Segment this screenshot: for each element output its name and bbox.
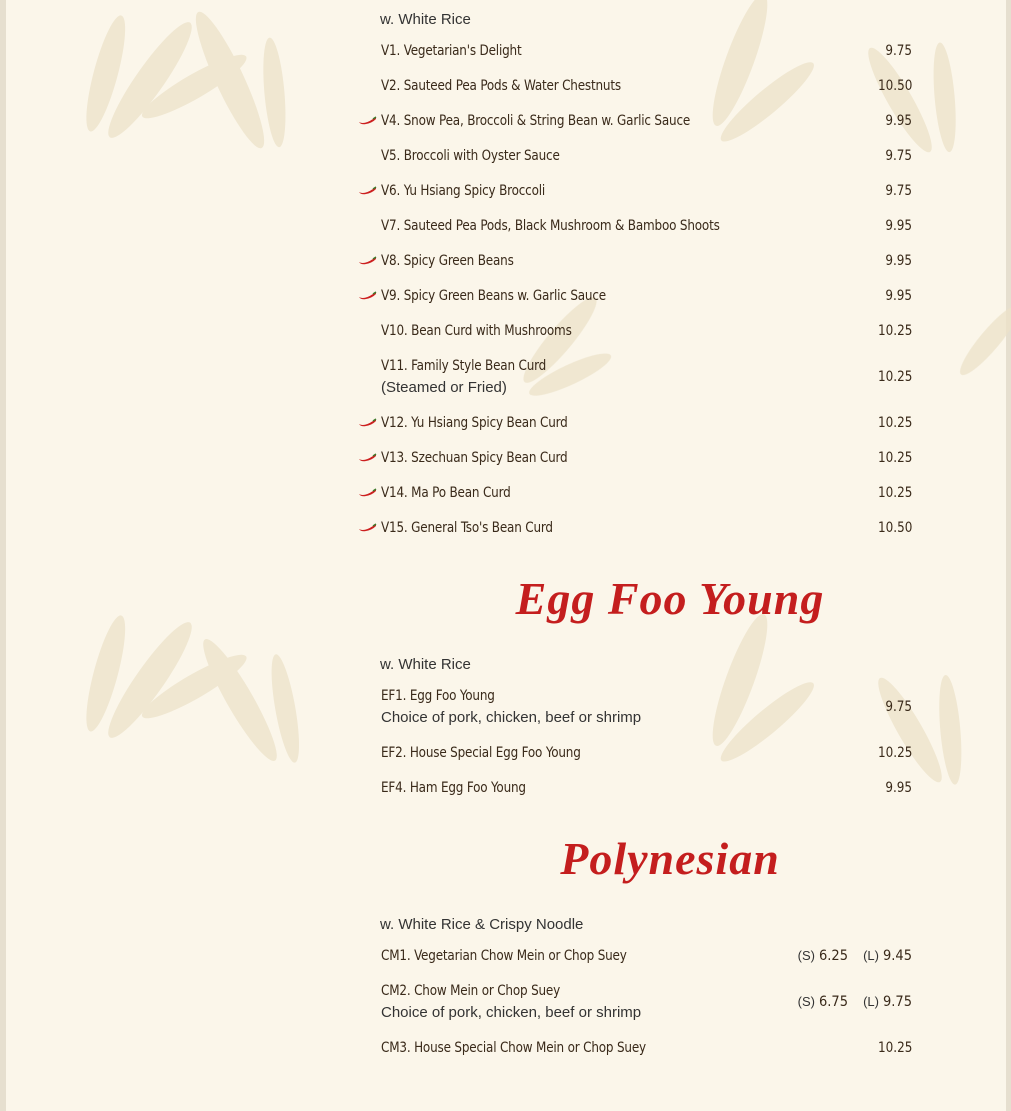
size-tag: (S) [797,948,815,963]
price-value: 6.75 [818,994,848,1010]
size-tag: (S) [797,994,815,1009]
item-name: V12. Yu Hsiang Spicy Bean Curd [381,415,568,431]
item-price: 10.50 [877,78,912,94]
item-price: 9.95 [885,780,912,796]
chili-pepper-icon [358,488,377,498]
item-name: V6. Yu Hsiang Spicy Broccoli [381,183,546,199]
menu-item-v6 [381,183,912,199]
item-name: V8. Spicy Green Beans [381,253,514,269]
item-price: 10.25 [877,450,912,466]
menu-item-cm1 [381,948,912,964]
item-name: V7. Sauteed Pea Pods, Black Mushroom & Bamboo Shoots [381,218,720,234]
item-name: V10. Bean Curd with Mushrooms [381,323,572,339]
item-price: 10.50 [877,520,912,536]
small-size-price [798,994,848,1010]
menu-item-v10 [381,323,912,339]
large-size-price [863,994,912,1010]
chili-pepper-icon [358,291,377,301]
item-name: V15. General Tso's Bean Curd [381,520,553,536]
item-name: V2. Sauteed Pea Pods & Water Chestnuts [381,78,621,94]
price-value: 9.75 [882,994,912,1010]
egg-foo-young-note: w. White Rice [380,656,471,673]
large-size-price [863,948,912,964]
menu-item-v9 [381,288,912,304]
item-description: (Steamed or Fried) [381,379,507,396]
vegetable-note: w. White Rice [380,11,471,28]
menu-item-v12 [381,415,912,431]
item-name: CM2. Chow Mein or Chop Suey [381,983,561,999]
item-price: 9.75 [885,699,912,715]
item-price: 9.75 [885,148,912,164]
menu-item-cm2 [381,983,912,1021]
price-value: 6.25 [818,948,848,964]
menu-item-v1 [381,43,912,59]
chili-pepper-icon [358,186,377,196]
menu-item-v2 [381,78,912,94]
menu-item-cm3 [381,1040,912,1056]
menu-item-ef4 [381,780,912,796]
menu-item-v8 [381,253,912,269]
item-price: 9.95 [885,288,912,304]
item-name: V14. Ma Po Bean Curd [381,485,511,501]
chili-pepper-icon [358,116,377,126]
item-description: Choice of pork, chicken, beef or shrimp [381,709,642,726]
item-name: EF4. Ham Egg Foo Young [381,780,526,796]
menu-item-v14 [381,485,912,501]
item-price: 9.75 [885,43,912,59]
menu-item-v5 [381,148,912,164]
section-title-egg-foo-young: Egg Foo Young [515,573,825,624]
item-price: 10.25 [877,415,912,431]
item-price: 10.25 [877,1040,912,1056]
menu-item-v7 [381,218,912,234]
item-name: V4. Snow Pea, Broccoli & String Bean w. Garlic Sauce [381,113,691,129]
item-price: 10.25 [877,369,912,385]
small-size-price [798,948,848,964]
item-name: V1. Vegetarian's Delight [381,43,522,59]
item-name: V13. Szechuan Spicy Bean Curd [381,450,568,466]
size-tag: (L) [863,994,879,1009]
polynesian-note: w. White Rice & Crispy Noodle [380,916,584,933]
menu-item-v4 [381,113,912,129]
item-price: 9.95 [885,113,912,129]
chili-pepper-icon [358,256,377,266]
item-name: CM3. House Special Chow Mein or Chop Suey [381,1040,646,1056]
menu-item-ef1 [381,688,912,726]
item-name: EF2. House Special Egg Foo Young [381,745,581,761]
item-name: EF1. Egg Foo Young [381,688,495,704]
item-description: Choice of pork, chicken, beef or shrimp [381,1004,642,1021]
menu-item-v11 [381,358,912,396]
item-price: 10.25 [877,745,912,761]
item-name: V9. Spicy Green Beans w. Garlic Sauce [381,288,606,304]
menu-item-v15 [381,520,912,536]
chili-pepper-icon [358,453,377,463]
item-name: V5. Broccoli with Oyster Sauce [381,148,560,164]
item-price: 10.25 [877,323,912,339]
item-price: 9.75 [885,183,912,199]
price-value: 9.45 [882,948,912,964]
section-title-next-partial [500,1090,840,1111]
chili-pepper-icon [358,523,377,533]
menu-item-v13 [381,450,912,466]
menu-item-ef2 [381,745,912,761]
item-price: 9.95 [885,253,912,269]
item-name: CM1. Vegetarian Chow Mein or Chop Suey [381,948,627,964]
item-name: V11. Family Style Bean Curd [381,358,547,374]
chili-pepper-icon [358,418,377,428]
item-price: 9.95 [885,218,912,234]
section-title-polynesian: Polynesian [560,833,780,884]
item-price: 10.25 [877,485,912,501]
size-tag: (L) [863,948,879,963]
